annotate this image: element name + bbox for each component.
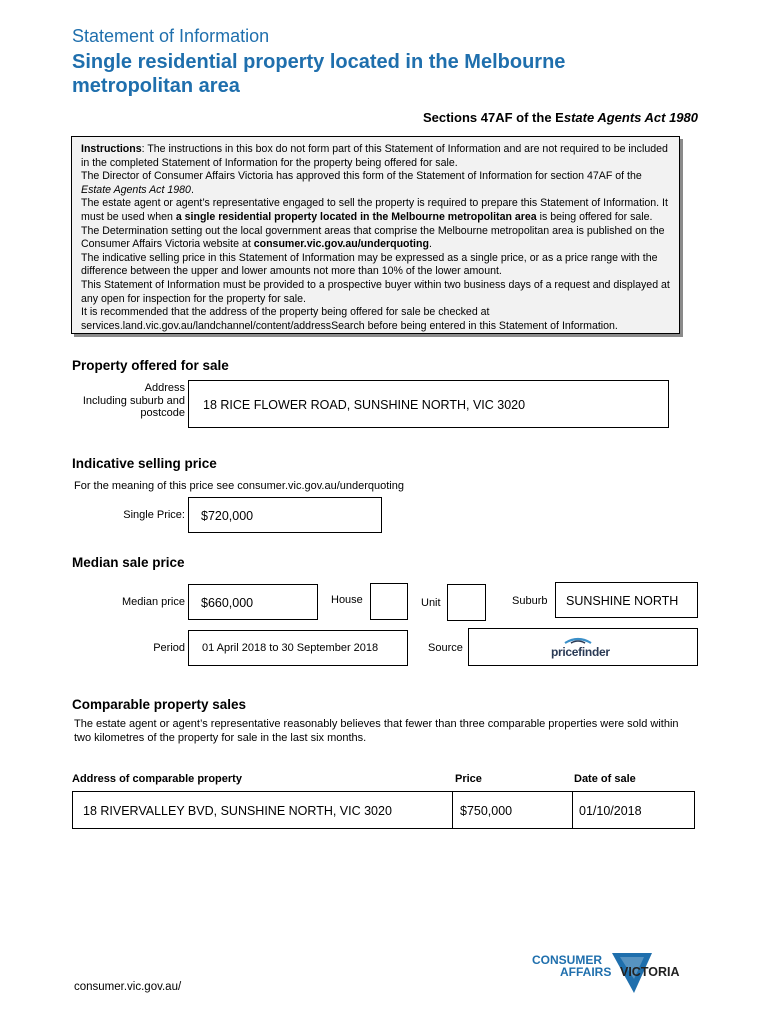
col-header-address: Address of comparable property	[72, 773, 242, 785]
source-field[interactable]	[468, 628, 698, 666]
median-price-label: Median price	[122, 596, 185, 608]
col-header-price: Price	[455, 773, 482, 785]
suburb-label: Suburb	[512, 595, 548, 607]
median-heading: Median sale price	[72, 555, 185, 570]
source-label: Source	[428, 642, 463, 654]
instructions-box	[71, 136, 680, 334]
instructions-price-range: The indicative selling price in this Statement of Information may be expressed as a single price, or as a price range with the difference between the upper and lower amounts not more than 10% of the lower amount.	[81, 251, 658, 278]
unit-label: Unit	[421, 597, 441, 609]
unit-checkbox[interactable]	[447, 584, 486, 621]
table-row	[72, 791, 695, 829]
indicative-heading: Indicative selling price	[72, 456, 217, 471]
comparable-price-cell[interactable]: $750,000	[453, 791, 573, 829]
property-heading: Property offered for sale	[72, 358, 229, 373]
pricefinder-logo-mark-icon	[563, 636, 593, 644]
comparable-address-cell[interactable]: 18 RIVERVALLEY BVD, SUNSHINE NORTH, VIC 3020	[72, 791, 453, 829]
document-title: Single residential property located in the Melbourne metropolitan area	[72, 51, 566, 97]
col-header-date: Date of sale	[574, 773, 636, 785]
single-price-label: Single Price:	[123, 509, 185, 521]
address-field-label: Address Including suburb and postcode	[82, 382, 185, 419]
instructions-intro: Instructions: The instructions in this box do not form part of this Statement of Information and are not required to be included in the completed Statement of Information for the property being offered for sale.	[81, 143, 668, 169]
period-label: Period	[153, 642, 185, 654]
house-checkbox[interactable]	[370, 583, 408, 620]
median-price-field[interactable]: $660,000	[188, 584, 318, 620]
comparable-note: The estate agent or agent’s representative reasonably believes that fewer than three comparable properties were sold within two kilometres of the property for sale in the last six months.	[74, 718, 679, 744]
consumer-affairs-victoria-logo: CONSUMER AFFAIRS VICTORIA	[530, 951, 690, 997]
property-address-field[interactable]: 18 RICE FLOWER ROAD, SUNSHINE NORTH, VIC 3020	[188, 380, 669, 428]
pricefinder-logo: pricefinder	[551, 645, 610, 659]
house-label: House	[331, 594, 363, 606]
instructions-address-check: It is recommended that the address of the property being offered for sale be checked at services.land.vic.gov.au/landchannel/content/addressSearch before being entered in this Statement of Information.	[81, 306, 618, 332]
comparable-date-cell[interactable]: 01/10/2018	[573, 791, 695, 829]
suburb-field[interactable]: SUNSHINE NORTH	[555, 582, 698, 618]
instructions-approval: The Director of Consumer Affairs Victoria has approved this form of the Statement of Information for section 47AF of the Estate Agents Act 1980.	[81, 170, 642, 196]
period-field[interactable]: 01 April 2018 to 30 September 2018	[188, 630, 408, 666]
instructions-provision: This Statement of Information must be provided to a prospective buyer within two business days of a request and displayed at any open for inspection for the property for sale.	[81, 278, 670, 305]
indicative-note: For the meaning of this price see consumer.vic.gov.au/underquoting	[74, 480, 404, 492]
single-price-field[interactable]: $720,000	[188, 497, 382, 533]
act-reference: Sections 47AF of the Estate Agents Act 1980	[422, 110, 698, 125]
document-subtitle: Statement of Information	[72, 26, 270, 46]
comparable-heading: Comparable property sales	[72, 697, 247, 712]
footer-url: consumer.vic.gov.au/	[74, 981, 182, 993]
instructions-usage: The estate agent or agent’s representative engaged to sell the property is required to prepare this Statement of Information. It must be used when a single residential property located in the Melbourne metropolitan area is being offered for sale. The Determination setting out the local government areas that comprise the Melbourne metropolitan area is published on the Consumer Affairs Victoria website at consumer.vic.gov.au/underquoting.	[81, 197, 668, 251]
